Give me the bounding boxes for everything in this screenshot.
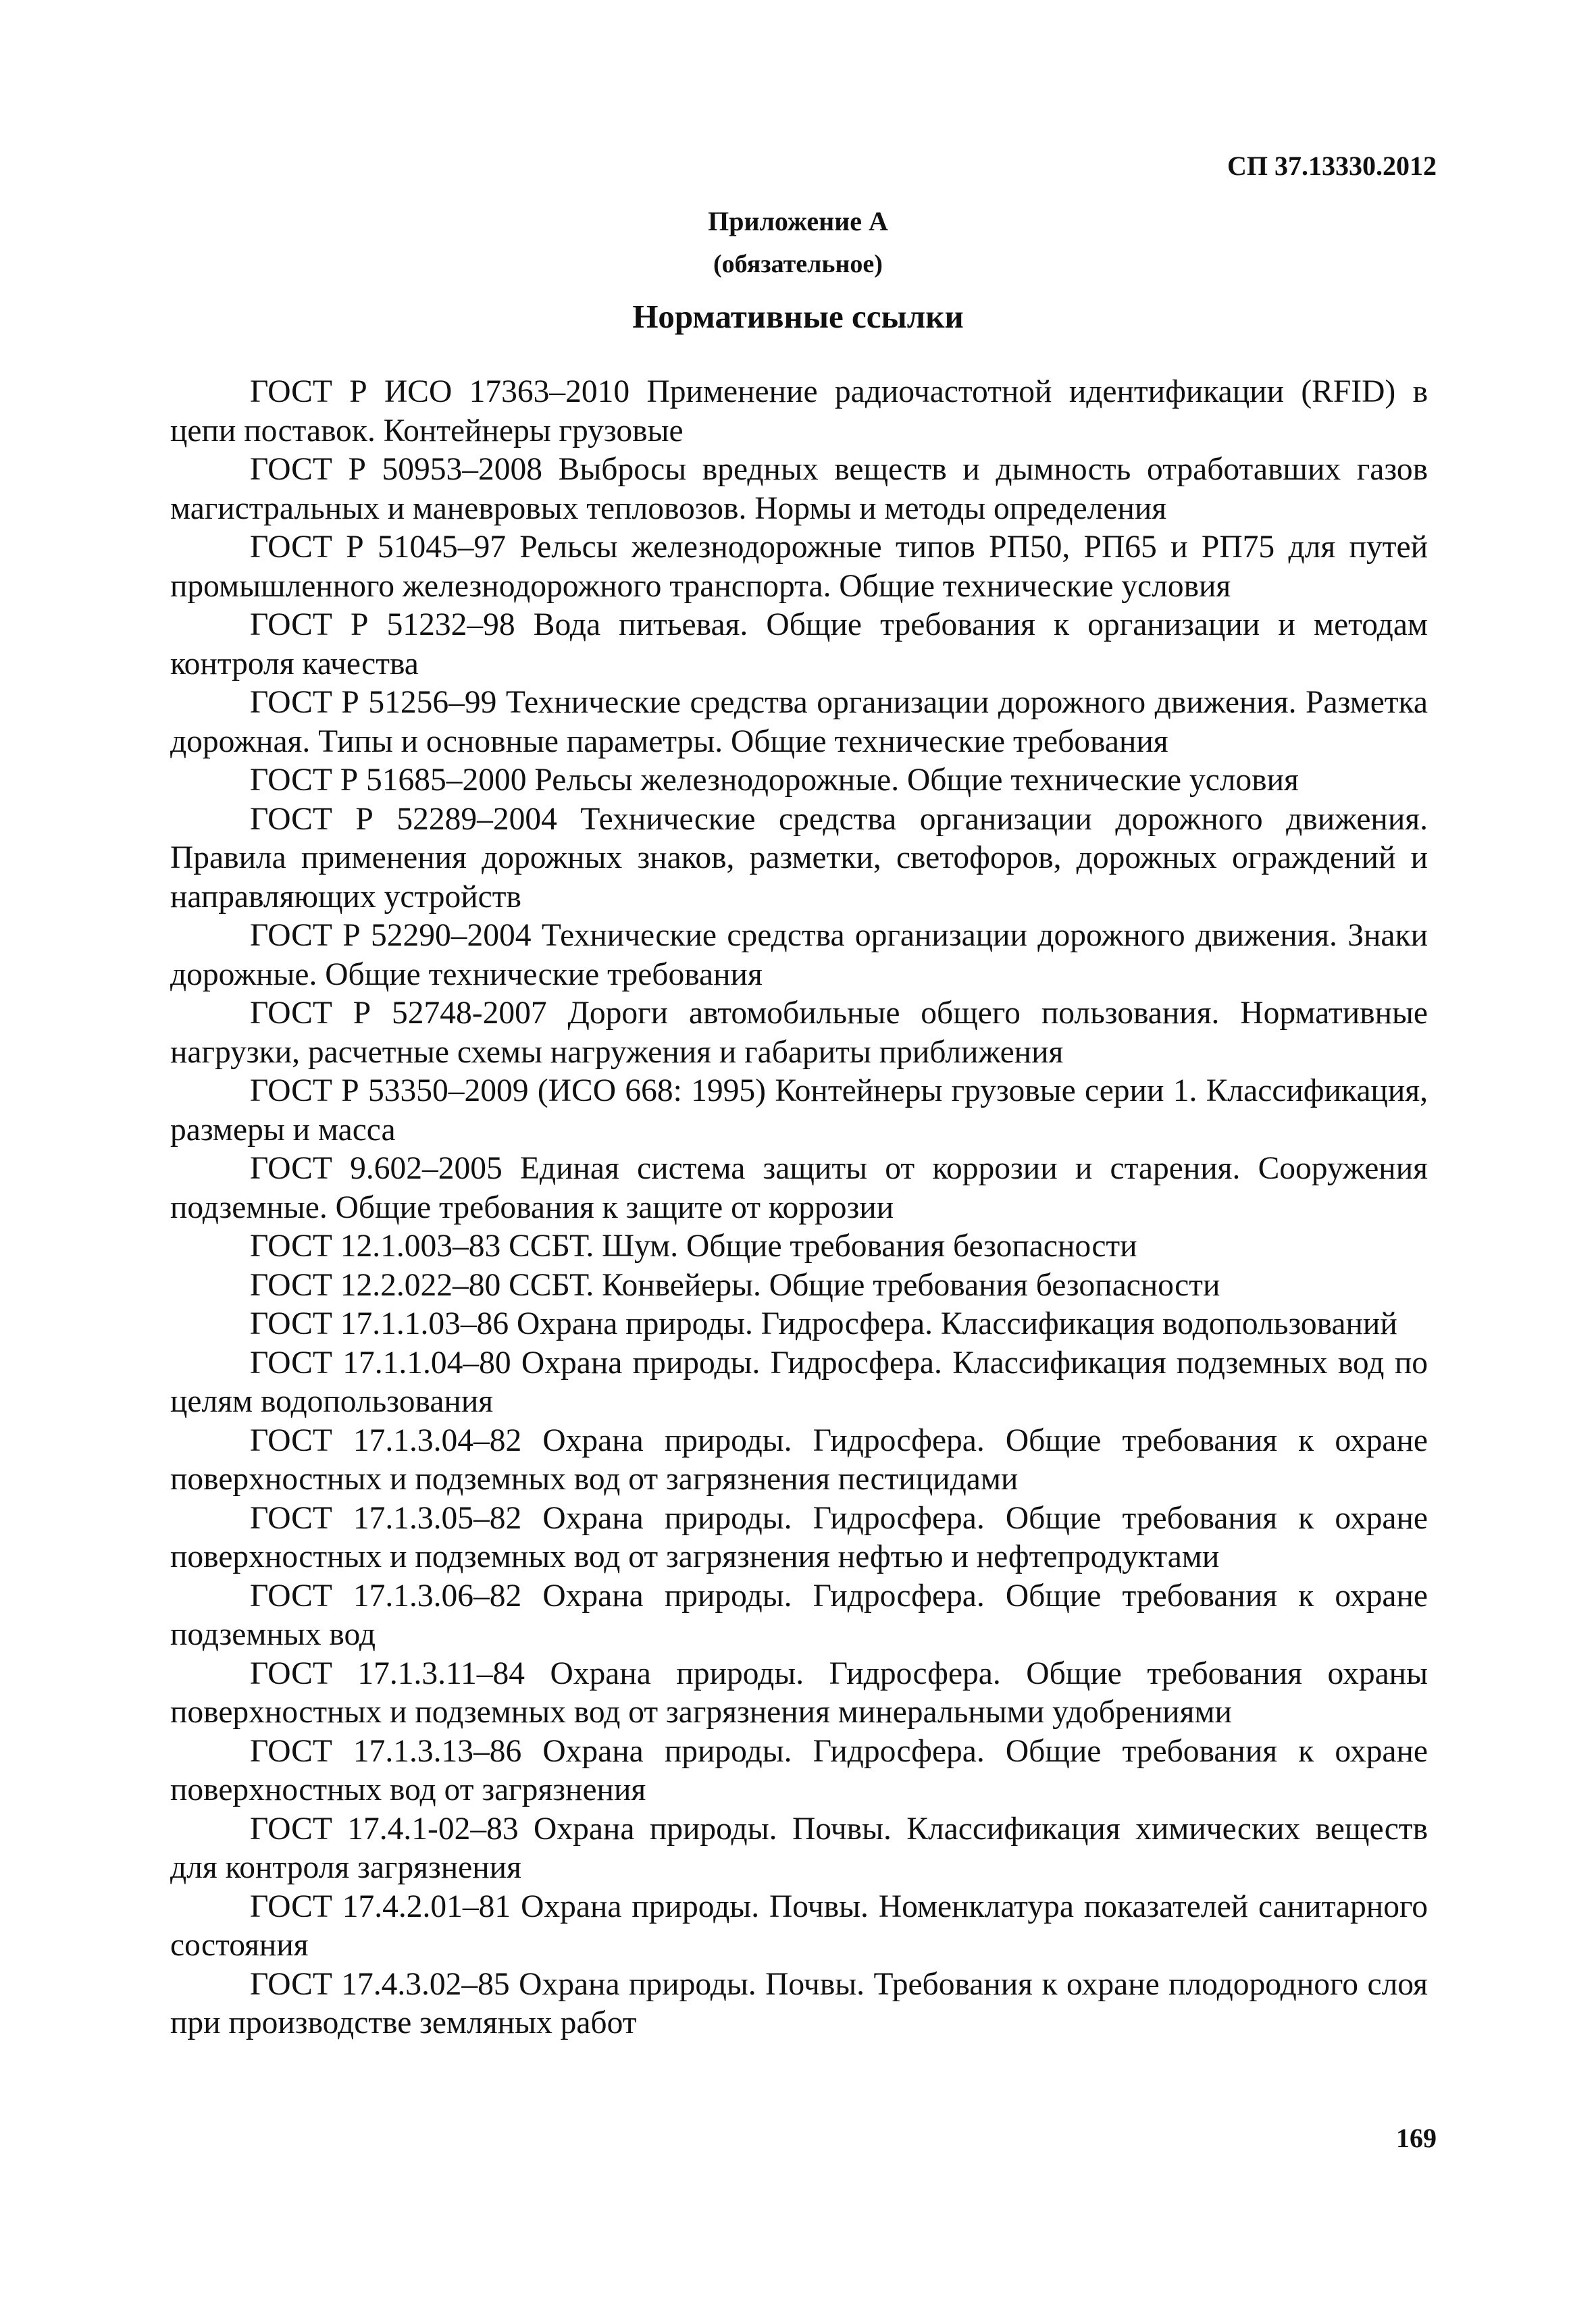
reference-item: ГОСТ 17.1.3.04–82 Охрана природы. Гидросфера. Общие требования к охране поверхностных и подземных вод от загрязнения пестицидами [170,1422,1428,1497]
reference-item: ГОСТ 17.1.3.05–82 Охрана природы. Гидросфера. Общие требования к охране поверхностных и подземных вод от загрязнения нефтью и нефтепродуктами [170,1500,1428,1574]
reference-item: ГОСТ 17.1.1.03–86 Охрана природы. Гидросфера. Классификация водопользований [250,1306,1397,1341]
reference-item: ГОСТ Р 52289–2004 Технические средства организации дорожного движения. Правила применения дорожных знаков, разметки, светофоров, дорожных ограждений и направляющих устройств [170,801,1428,915]
reference-item: ГОСТ Р ИСО 17363–2010 Применение радиочастотной идентификации (RFID) в цепи поставок. Контейнеры грузовые [170,374,1428,448]
page-number: 169 [1396,2123,1437,2153]
reference-item: ГОСТ 17.1.1.04–80 Охрана природы. Гидросфера. Классификация подземных вод по целям водопользования [170,1345,1428,1419]
reference-item: ГОСТ 17.1.3.13–86 Охрана природы. Гидросфера. Общие требования к охране поверхностных вод от загрязнения [170,1733,1428,1807]
reference-item: ГОСТ 9.602–2005 Единая система защиты от коррозии и старения. Сооружения подземные. Общие требования к защите от коррозии [170,1151,1428,1225]
reference-item: ГОСТ 17.4.2.01–81 Охрана природы. Почвы. Номенклатура показателей санитарного состояния [170,1888,1428,1963]
references-list [170,373,1428,2043]
reference-item: ГОСТ 12.1.003–83 ССБТ. Шум. Общие требования безопасности [250,1229,1137,1264]
reference-item: ГОСТ Р 50953–2008 Выбросы вредных веществ и дымность отработавших газов магистральных и маневровых тепловозов. Нормы и методы определения [170,452,1428,526]
reference-item: ГОСТ Р 51232–98 Вода питьевая. Общие требования к организации и методам контроля качества [170,607,1428,682]
reference-item: ГОСТ Р 52290–2004 Технические средства организации дорожного движения. Знаки дорожные. Общие технические требования [170,918,1428,992]
reference-item: ГОСТ 17.1.3.11–84 Охрана природы. Гидросфера. Общие требования охраны поверхностных и подземных вод от загрязнения минеральными удобрениями [170,1655,1428,1730]
reference-item: ГОСТ Р 52748-2007 Дороги автомобильные общего пользования. Нормативные нагрузки, расчетные схемы нагружения и габариты приближения [170,996,1428,1070]
reference-item: ГОСТ Р 51685–2000 Рельсы железнодорожные. Общие технические условия [250,763,1299,798]
annex-status: (обязательное) [713,250,883,278]
annex-title: Приложение А [708,206,888,236]
section-title: Нормативные ссылки [632,298,964,335]
reference-item: ГОСТ Р 53350–2009 (ИСО 668: 1995) Контейнеры грузовые серии 1. Классификация, размеры и масса [170,1073,1428,1148]
document-code: СП 37.13330.2012 [1227,151,1437,181]
reference-item: ГОСТ 17.1.3.06–82 Охрана природы. Гидросфера. Общие требования к охране подземных вод [170,1578,1428,1652]
reference-item: ГОСТ 17.4.3.02–85 Охрана природы. Почвы. Требования к охране плодородного слоя при производстве земляных работ [170,1966,1428,2040]
reference-item: ГОСТ Р 51256–99 Технические средства организации дорожного движения. Разметка дорожная. Типы и основные параметры. Общие технические требования [170,685,1428,759]
reference-item: ГОСТ 12.2.022–80 ССБТ. Конвейеры. Общие требования безопасности [250,1267,1220,1303]
reference-item: ГОСТ 17.4.1-02–83 Охрана природы. Почвы. Классификация химических веществ для контроля загрязнения [170,1811,1428,1885]
reference-item: ГОСТ Р 51045–97 Рельсы железнодорожные типов РП50, РП65 и РП75 для путей промышленного железнодорожного транспорта. Общие технические условия [170,530,1428,604]
